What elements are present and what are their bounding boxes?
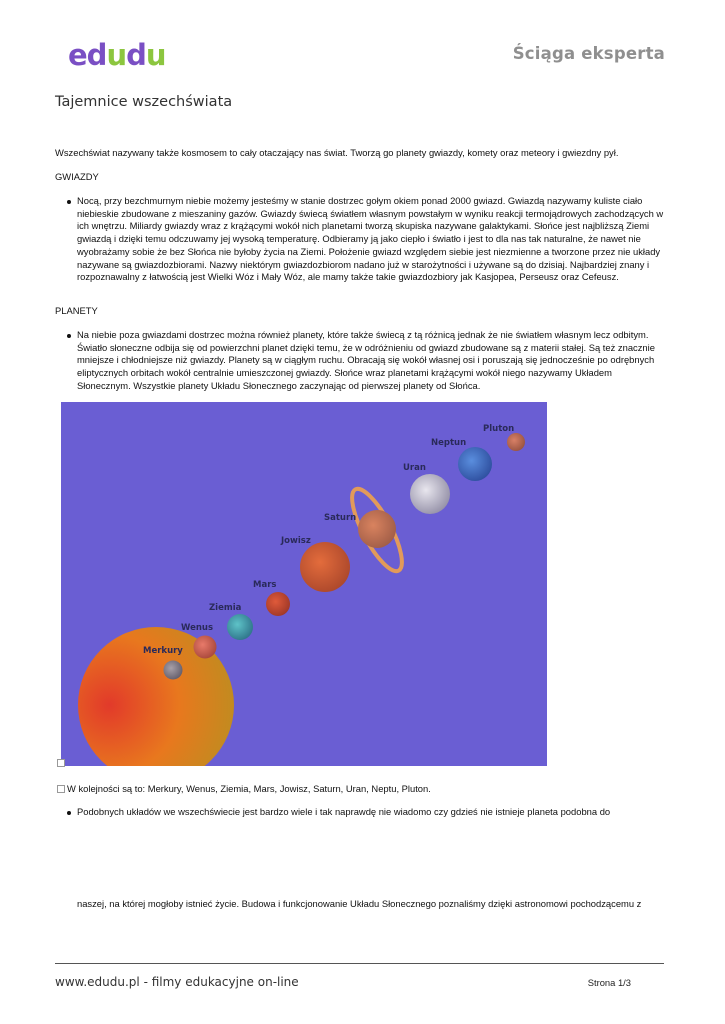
label-pluton: Pluton [483,424,515,434]
similar-systems-bullet [77,806,667,819]
bullet-dot [67,334,71,338]
jowisz-shape [300,542,350,592]
label-mars: Mars [253,580,277,590]
stars-bullet-text: Nocą, przy bezchmurnym niebie możemy jesteśmy w stanie dostrzec gołym okiem ponad 2000 gwiazd. Gwiazdą nazywamy kuliste ciało niebieskie zbudowane z mieszaniny gazów. Gwiazdy świecą światłem własnym powstałym w wyniku reakcji termojądrowych zachodzących w ich wnętrzu. Miliardy gwiazdy wraz z krążącymi wokół nich planetami tworzą skupiska nazywane galaktykami. Słońce jest najbliższą Ziemi gwiazdą i dzięki temu odczuwamy jej wysoką temperaturę. Odbieramy ją jako ciepło i światło i jest to dla nas tak naturalne, że nawet nie wyobrażamy sobie że bez Słońca nie byłoby życia na Ziemi. Położenie gwiazd względem siebie jest niezmienne a tworzone przez nie układy nazywane są gwiazdozbiorami. Nazwy niektórym gwiazdozbiorom nadano już w starożytności i używane są do dzisiaj. Najbardziej znany i rozpoznawalny z łatwością jest Wielki Wóz i Mały Wóz, ale mamy także takie gwiazdozbiory jak Kasjopea, Perseusz oraz Cefeusz. [77,195,664,283]
footer-page-number: Strona 1/3 [587,977,631,988]
label-saturn: Saturn [324,513,357,523]
edudu-logo [68,38,176,72]
planets-bullet [77,329,667,393]
ziemia-shape [227,614,253,640]
label-merkury: Merkury [143,646,183,656]
planet-order-line [57,783,431,794]
label-uran: Uran [403,463,426,473]
section-heading-planets: PLANETY [55,305,98,316]
mars-shape [266,592,290,616]
section-heading-stars: GWIAZDY [55,171,99,182]
footer-site: www.edudu.pl - filmy edukacyjne on-line [55,975,299,989]
neptun-shape [458,447,492,481]
planets-bullet-text: Na niebie poza gwiazdami dostrzec można również planety, które także świecą z tą różnicą jednak że nie światłem własnym lecz odbitym. Światło słoneczne odbija się od powierzchni planet dzięki temu, że w odróżnieniu od gwiazd zbudowane są z materii stałej. Są też znacznie mniejsze i chłodniejsze niż gwiazdy. Planety są w ciągłym ruchu. Obracają się wokół własnej osi i poruszają się jednocześnie po odrębnych eliptycznych orbitach wokół centralnie umieszczonej gwiazdy. Słońce wraz planetami krążącymi wokół niego nazywamy Układem Słonecznym. Wszystkie planety Układu Słonecznego zaczynając od pierwszej planety od Słońca. [77,329,655,391]
uran-shape [410,474,450,514]
label-ziemia: Ziemia [209,603,242,613]
merkury-shape [164,661,183,680]
missing-glyph-icon [57,785,65,793]
planet-order-text: W kolejności są to: Merkury, Wenus, Ziemia, Mars, Jowisz, Saturn, Uran, Neptu, Pluton. [67,783,431,794]
image-placeholder-glyph [57,759,65,767]
bullet-dot [67,200,71,204]
wenus-shape [194,636,217,659]
label-wenus: Wenus [181,623,213,633]
bullet-dot [67,811,71,815]
header-tagline: Ściąga eksperta [512,44,665,63]
intro-paragraph: Wszechświat nazywany także kosmosem to cały otaczający nas świat. Tworzą go planety gwiazdy, komety oraz meteory i gwiezdny pył. [55,147,619,158]
stars-bullet [77,195,667,284]
label-jowisz: Jowisz [281,536,311,546]
footer-divider [55,963,664,964]
page-title: Tajemnice wszechświata [55,94,233,110]
solar-system-illustration [61,402,547,766]
pluton-shape [507,433,525,451]
svg-text:edudu: edudu [68,38,166,72]
label-neptun: Neptun [431,438,467,448]
similar-systems-text: Podobnych układów we wszechświecie jest bardzo wiele i tak naprawdę nie wiadomo czy gdzieś nie istnieje planeta podobna do [77,806,611,817]
continuation-text: naszej, na której mogłoby istnieć życie. Budowa i funkcjonowanie Układu Słonecznego poznaliśmy dzięki astronomowi pochodzącemu z [77,898,642,909]
